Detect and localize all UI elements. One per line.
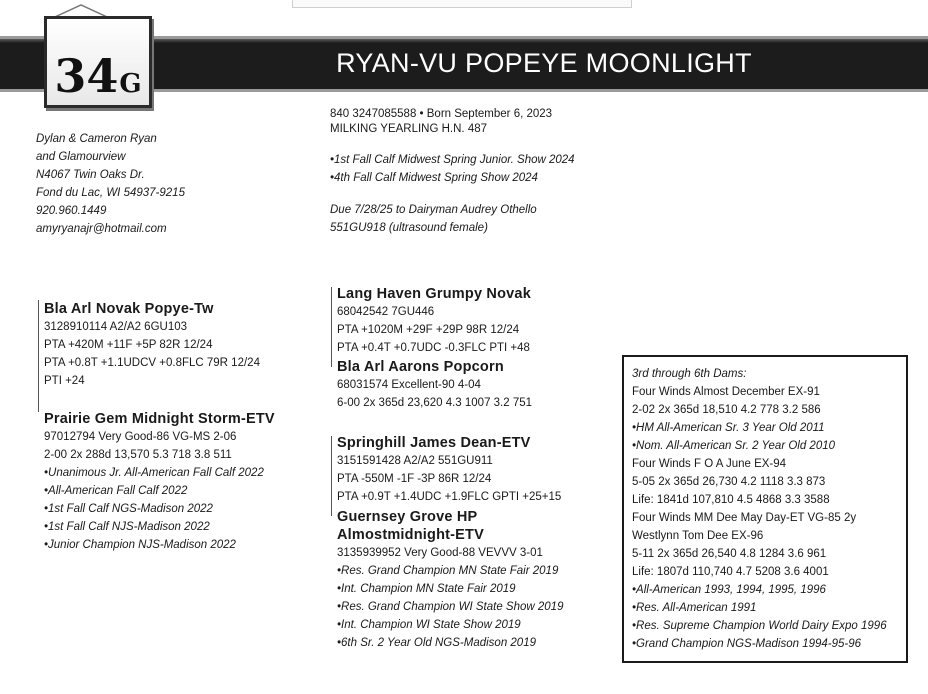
dam-name: Prairie Gem Midnight Storm-ETV [44, 411, 275, 427]
dams-line: 5-11 2x 365d 26,540 4.8 1284 3.6 961 [632, 548, 827, 560]
animal-info [330, 107, 630, 237]
dams-line: Four Winds F O A June EX-94 [632, 458, 787, 470]
class-line: MILKING YEARLING H.N. 487 [330, 123, 488, 135]
dam-award: •Junior Champion NJS-Madison 2022 [44, 539, 236, 551]
owner-phone: 920.960.1449 [36, 205, 107, 217]
sire-sire-line: 68042542 7GU446 [337, 306, 435, 318]
page-title: RYAN-VU POPEYE MOONLIGHT [336, 48, 752, 78]
pedigree-bracket [331, 287, 332, 367]
dams-award: •Res. All-American 1991 [632, 602, 757, 614]
sire-block [44, 300, 324, 390]
dams-line: 5-05 2x 365d 26,730 4.2 1118 3.3 873 [632, 476, 826, 488]
dams-box [622, 355, 908, 663]
sire-line: PTA +0.8T +1.1UDCV +0.8FLC 79R 12/24 [44, 357, 260, 369]
sire-dam-line: 6-00 2x 365d 23,620 4.3 1007 3.2 751 [337, 397, 533, 409]
owner-info [36, 130, 296, 238]
due-line: 551GU918 (ultrasound female) [330, 222, 488, 234]
sire-sire-name: Lang Haven Grumpy Novak [337, 286, 531, 302]
dam-sire-block [337, 434, 617, 506]
owner-line: Dylan & Cameron Ryan [36, 133, 157, 145]
dams-line: Four Winds Almost December EX-91 [632, 386, 820, 398]
owner-line: and Glamourview [36, 151, 126, 163]
top-tab [292, 0, 632, 8]
sire-line: PTA +420M +11F +5P 82R 12/24 [44, 339, 213, 351]
dam-award: •1st Fall Calf NGS-Madison 2022 [44, 503, 213, 515]
dam-line: 97012794 Very Good-86 VG-MS 2-06 [44, 431, 237, 443]
dams-line: Life: 1841d 107,810 4.5 4868 3.3 3588 [632, 494, 830, 506]
dams-heading: 3rd through 6th Dams: [632, 368, 747, 380]
dam-dam-block [337, 508, 627, 652]
sire-line: 3128910114 A2/A2 6GU103 [44, 321, 188, 333]
registration-line: 840 3247085588 • Born September 6, 2023 [330, 108, 553, 120]
sire-dam-name: Bla Arl Aarons Popcorn [337, 359, 504, 375]
dam-sire-line: PTA +0.9T +1.4UDC +1.9FLC GPTI +25+15 [337, 491, 562, 503]
owner-address: N4067 Twin Oaks Dr. [36, 169, 145, 181]
dam-dam-line: 3135939952 Very Good-88 VEVVV 3-01 [337, 547, 543, 559]
award-line: •1st Fall Calf Midwest Spring Junior. Show 2024 [330, 154, 575, 166]
dam-dam-award: •6th Sr. 2 Year Old NGS-Madison 2019 [337, 637, 536, 649]
sire-sire-line: PTA +1020M +29F +29P 98R 12/24 [337, 324, 520, 336]
owner-city: Fond du Lac, WI 54937-9215 [36, 187, 185, 199]
sire-line: PTI +24 [44, 375, 85, 387]
award-line: •4th Fall Calf Midwest Spring Show 2024 [330, 172, 538, 184]
dam-award: •Unanimous Jr. All-American Fall Calf 2022 [44, 467, 264, 479]
dams-award: •Grand Champion NGS-Madison 1994-95-96 [632, 638, 862, 650]
dam-sire-name: Springhill James Dean-ETV [337, 435, 531, 451]
dam-dam-name-cont: Almostmidnight-ETV [337, 527, 484, 543]
dams-award: •HM All-American Sr. 3 Year Old 2011 [632, 422, 825, 434]
dam-dam-award: •Res. Grand Champion MN State Fair 2019 [337, 565, 559, 577]
sire-dam-line: 68031574 Excellent-90 4-04 [337, 379, 481, 391]
sire-name: Bla Arl Novak Popye-Tw [44, 301, 214, 317]
dam-dam-award: •Res. Grand Champion WI State Show 2019 [337, 601, 564, 613]
sire-sire-line: PTA +0.4T +0.7UDC -0.3FLC PTI +48 [337, 342, 530, 354]
dams-line: 2-02 2x 365d 18,510 4.2 778 3.2 586 [632, 404, 821, 416]
dam-dam-name: Guernsey Grove HP [337, 509, 478, 525]
pedigree-bracket [38, 300, 39, 412]
dam-dam-award: •Int. Champion WI State Show 2019 [337, 619, 521, 631]
dams-award: •All-American 1993, 1994, 1995, 1996 [632, 584, 826, 596]
dam-line: 2-00 2x 288d 13,570 5.3 718 3.8 511 [44, 449, 232, 461]
dam-award: •1st Fall Calf NJS-Madison 2022 [44, 521, 210, 533]
lot-letter: G [119, 69, 142, 99]
dam-award: •All-American Fall Calf 2022 [44, 485, 188, 497]
dam-dam-award: •Int. Champion MN State Fair 2019 [337, 583, 516, 595]
dam-sire-line: 3151591428 A2/A2 551GU911 [337, 455, 493, 467]
dams-line: Westlynn Tom Dee EX-96 [632, 530, 764, 542]
dam-block [44, 410, 334, 554]
dams-line: Four Winds MM Dee May Day-ET VG-85 2y [632, 512, 857, 524]
dams-award: •Res. Supreme Champion World Dairy Expo 1996 [632, 620, 887, 632]
dams-award: •Nom. All-American Sr. 2 Year Old 2010 [632, 440, 836, 452]
owner-email: amyryanajr@hotmail.com [36, 223, 167, 235]
lot-number-badge [44, 16, 152, 108]
lot-number: 34 [54, 49, 119, 103]
sire-dam-block [337, 358, 627, 412]
sire-sire-block [337, 285, 617, 357]
dam-sire-line: PTA -550M -1F -3P 86R 12/24 [337, 473, 492, 485]
dams-line: Life: 1807d 110,740 4.7 5208 3.6 4001 [632, 566, 829, 578]
due-line: Due 7/28/25 to Dairyman Audrey Othello [330, 204, 537, 216]
